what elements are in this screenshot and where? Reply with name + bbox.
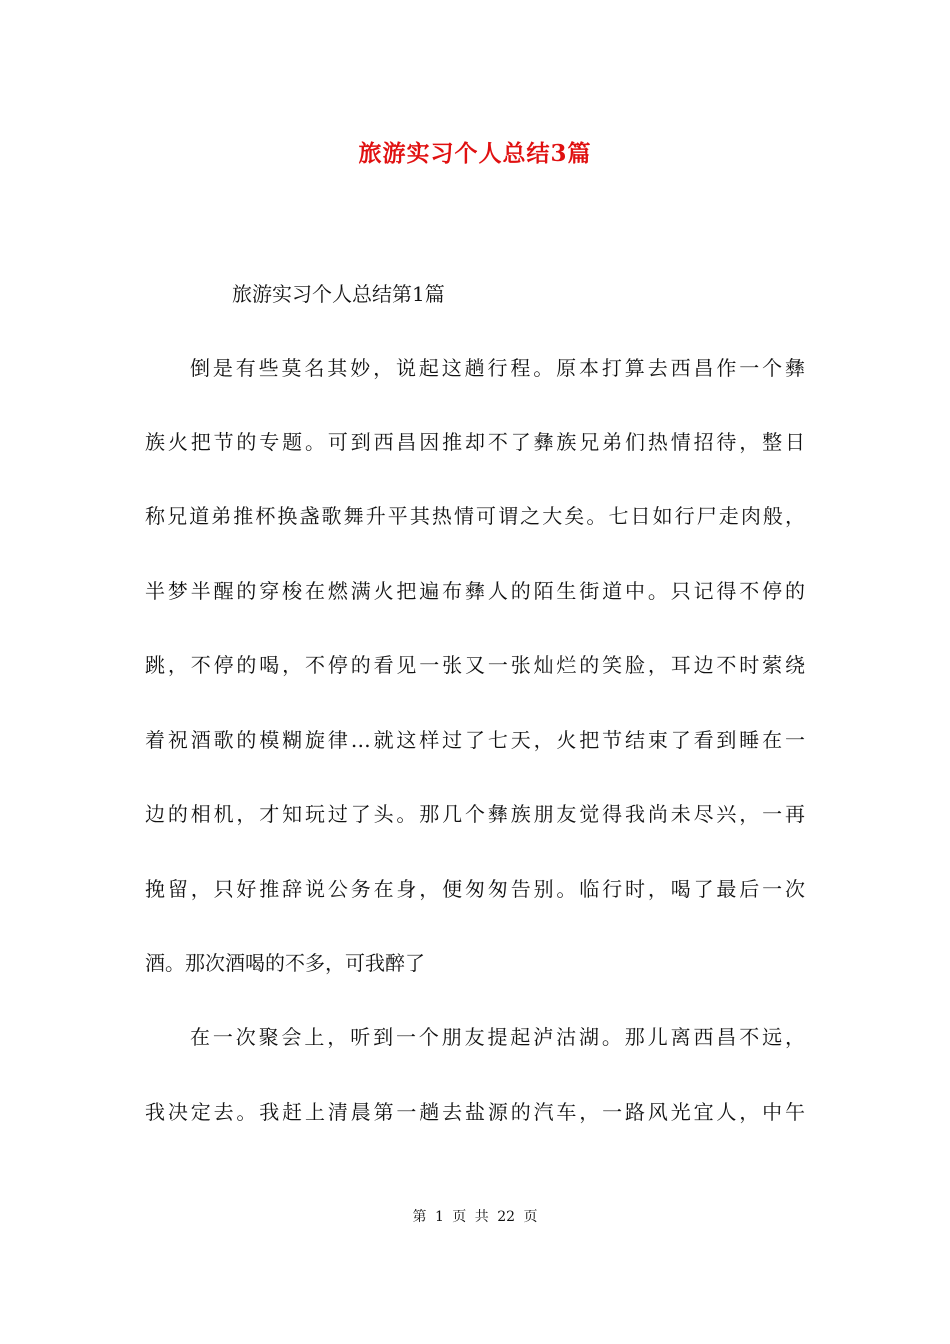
paragraph-line: 挽留，只好推辞说公务在身，便匆匆告别。临行时，喝了最后一次 [145,877,805,901]
paragraph-line: 边的相机，才知玩过了头。那几个彝族朋友觉得我尚未尽兴，一再 [145,802,805,826]
paragraph-line: 酒。那次酒喝的不多，可我醉了 [145,951,425,975]
paragraph-line: 倒是有些莫名其妙，说起这趟行程。原本打算去西昌作一个彝 [190,356,805,380]
page-footer: 第 1 页 共 22 页 [412,1209,538,1225]
paragraph-line: 族火把节的专题。可到西昌因推却不了彝族兄弟们热情招待，整日 [145,430,805,454]
document-title: 旅游实习个人总结3篇 [358,140,592,167]
paragraph-line: 着祝酒歌的模糊旋律…就这样过了七天，火把节结束了看到睡在一 [145,728,805,752]
paragraph-line: 跳，不停的喝，不停的看见一张又一张灿烂的笑脸，耳边不时萦绕 [145,653,805,677]
paragraph-line: 半梦半醒的穿梭在燃满火把遍布彝人的陌生街道中。只记得不停的 [145,579,805,603]
paragraph-line: 称兄道弟推杯换盏歌舞升平其热情可谓之大矣。七日如行尸走肉般， [145,504,805,528]
section-heading: 旅游实习个人总结第1篇 [232,282,445,306]
paragraph-line: 在一次聚会上，听到一个朋友提起泸沽湖。那儿离西昌不远， [190,1025,805,1049]
paragraph-line: 我决定去。我赶上清晨第一趟去盐源的汽车，一路风光宜人，中午 [145,1100,805,1124]
